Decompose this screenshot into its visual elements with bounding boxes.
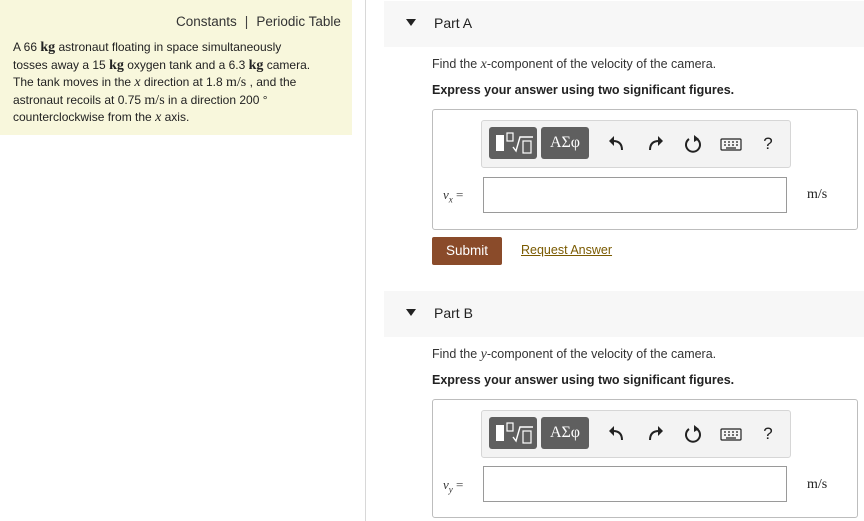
part-b-title: Part B xyxy=(434,305,473,321)
undo-icon[interactable] xyxy=(604,421,630,447)
math-toolbar xyxy=(481,120,791,168)
part-b-instruction: Express your answer using two significant figures. xyxy=(432,373,735,387)
part-a-question: Find the x-component of the velocity of the camera. xyxy=(432,57,717,72)
undo-icon[interactable] xyxy=(604,131,630,157)
part-b-answer-box xyxy=(432,399,858,518)
part-a-instruction: Express your answer using two significant figures. xyxy=(432,83,735,97)
vx-unit: m/s xyxy=(807,187,828,202)
help-icon[interactable]: ? xyxy=(763,134,773,153)
collapse-triangle-icon[interactable] xyxy=(406,309,416,316)
keyboard-icon[interactable] xyxy=(718,131,744,157)
greek-symbols-button[interactable]: ΑΣφ xyxy=(541,127,589,159)
templates-icon xyxy=(489,417,537,449)
submit-button[interactable]: Submit xyxy=(432,237,502,265)
periodic-table-link[interactable]: Periodic Table xyxy=(256,14,341,29)
reset-icon[interactable] xyxy=(680,421,706,447)
problem-statement: A 66 kg astronaut floating in space simultaneously tosses away a 15 kg oxygen tank and a 6.3 kg camera. The tank moves in the x direction at 1.8 m/s , and the astronaut recoils at 0.75 m/s in a direction 200 ° counterclockwise from the x axis. xyxy=(13,40,311,126)
link-separator: | xyxy=(244,14,249,29)
help-icon[interactable]: ? xyxy=(763,424,773,443)
part-a-answer-box xyxy=(432,109,858,230)
vx-label: $v_x$ = xyxy=(443,187,464,205)
problem-panel xyxy=(0,0,352,135)
templates-button[interactable] xyxy=(489,417,537,449)
greek-symbols-button[interactable]: ΑΣφ xyxy=(541,417,589,449)
reset-icon[interactable] xyxy=(680,131,706,157)
collapse-triangle-icon[interactable] xyxy=(406,19,416,26)
templates-button[interactable] xyxy=(489,127,537,159)
redo-icon[interactable] xyxy=(642,421,668,447)
keyboard-icon[interactable] xyxy=(718,421,744,447)
vx-input[interactable] xyxy=(483,177,787,213)
redo-icon[interactable] xyxy=(642,131,668,157)
header-links xyxy=(176,14,341,29)
math-toolbar xyxy=(481,410,791,458)
part-b-header[interactable] xyxy=(384,291,864,337)
part-b-question: Find the y-component of the velocity of the camera. xyxy=(432,347,717,362)
constants-link[interactable]: Constants xyxy=(176,14,237,29)
part-a-header[interactable] xyxy=(384,1,864,47)
panel-divider xyxy=(365,0,366,521)
request-answer-link[interactable]: Request Answer xyxy=(521,243,613,257)
part-a-title: Part A xyxy=(434,15,473,31)
vy-input[interactable] xyxy=(483,466,787,502)
vy-label: $v_y$ = xyxy=(443,477,464,495)
vy-unit: m/s xyxy=(807,477,828,492)
templates-icon xyxy=(489,127,537,159)
